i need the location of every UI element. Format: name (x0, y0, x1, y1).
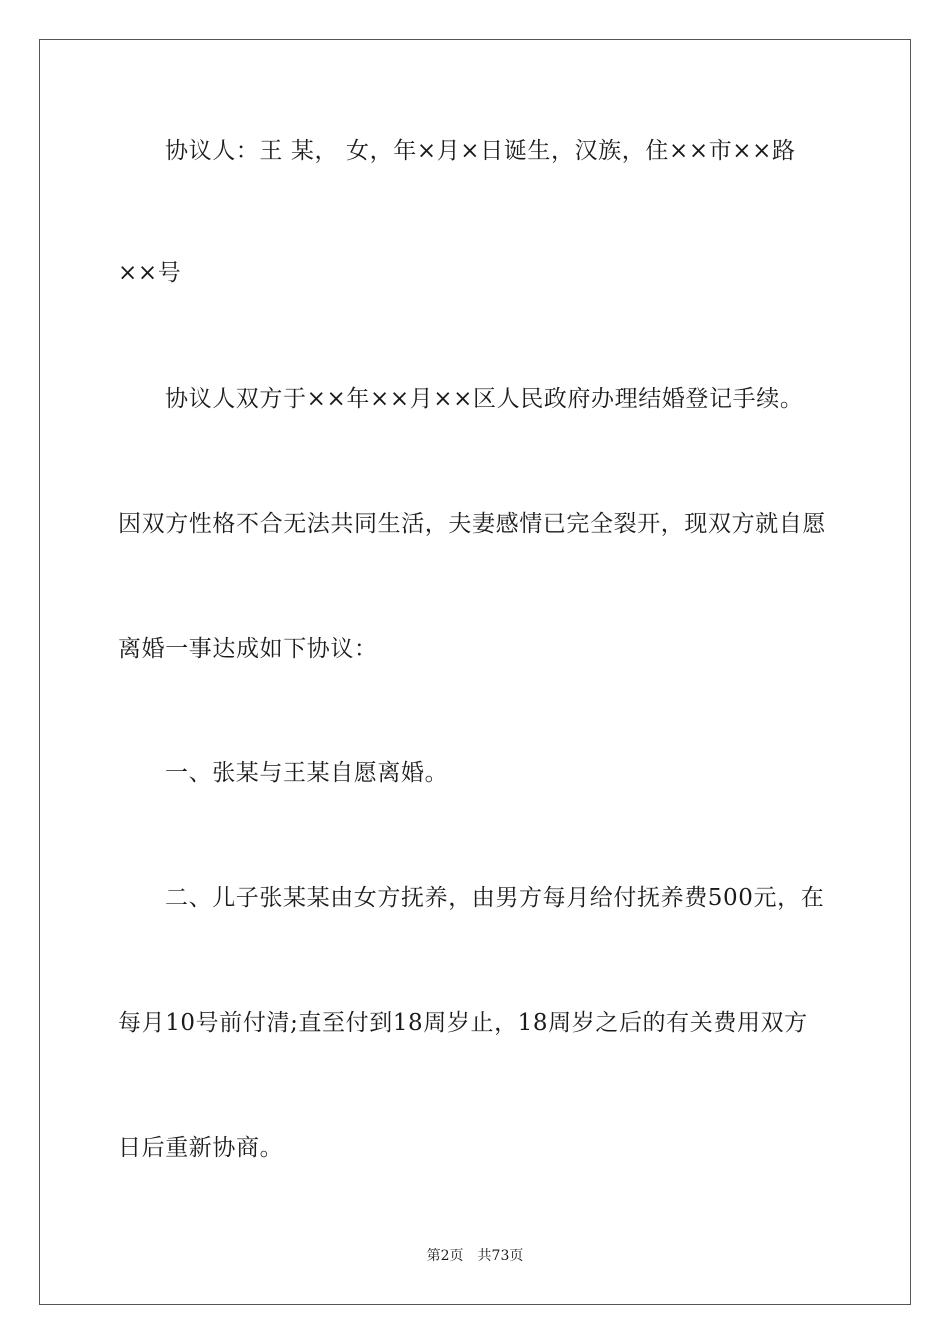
text-line-2: ××号 (118, 260, 182, 286)
page-total: 共73页 (477, 1248, 524, 1264)
text-line-1: 协议人：王 某， 女，年×月×日诞生，汉族，住××市××路 (165, 138, 796, 164)
text-line-5: 离婚一事达成如下协议： (118, 636, 378, 662)
page-frame (39, 39, 911, 1305)
text-line-3: 协议人双方于××年××月××区人民政府办理结婚登记手续。 (165, 386, 804, 412)
text-line-8: 每月10号前付清;直至付到18周岁止，18周岁之后的有关费用双方 (118, 1010, 808, 1036)
text-line-9: 日后重新协商。 (118, 1135, 284, 1161)
text-line-7: 二、儿子张某某由女方抚养，由男方每月给付抚养费500元，在 (165, 885, 825, 911)
text-line-6: 一、张某与王某自愿离婚。 (165, 760, 449, 786)
text-line-4: 因双方性格不合无法共同生活，夫妻感情已完全裂开，现双方就自愿 (118, 511, 826, 537)
page-number: 第2页 (426, 1248, 464, 1264)
page-footer (0, 1246, 950, 1266)
